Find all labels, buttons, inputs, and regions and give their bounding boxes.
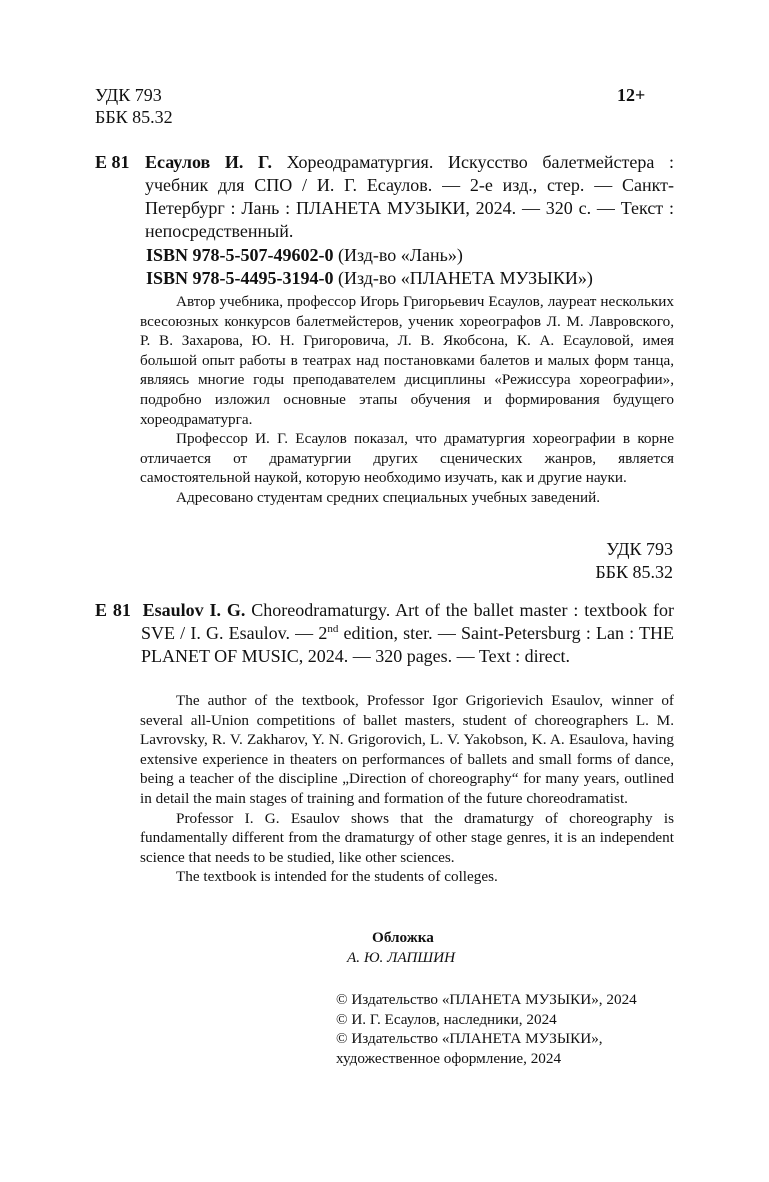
ru-record-author: Есаулов И. Г.: [145, 152, 272, 172]
cover-artist: А. Ю. ЛАПШИН: [347, 949, 456, 966]
en-record-desc-sup: nd: [327, 623, 339, 635]
copyright-line: © И. Г. Есаулов, наследники, 2024: [336, 1010, 557, 1028]
en-record-body: [95, 599, 674, 668]
isbn-publisher: (Изд-во «ПЛАНЕТА МУЗЫКИ»): [338, 268, 593, 288]
ru-abstract: [140, 292, 674, 508]
header-bbk: ББК 85.32: [95, 107, 173, 127]
ru-isbn-block: [146, 244, 676, 290]
header-udk: УДК 793: [95, 85, 162, 105]
ru-record-code: Е 81: [95, 152, 130, 172]
en-record-code: E 81: [95, 600, 131, 620]
cover-title: Обложка: [372, 929, 434, 946]
isbn-number: ISBN 978-5-4495-3194-0: [146, 268, 334, 288]
ru-classification: [595, 538, 673, 584]
copyright-line: художественное оформление, 2024: [336, 1049, 562, 1067]
ru-abstract-paragraph: Профессор И. Г. Есаулов показал, что драматургия хореографии в корне отличается от драматургии других сценических жанров, является самостоятельной наукой, которую необходимо изучать, как и другие науки.: [140, 430, 674, 487]
en-abstract: [140, 691, 674, 887]
copyright-block: [336, 990, 637, 1068]
copyright-line: © Издательство «ПЛАНЕТА МУЗЫКИ», 2024: [336, 991, 637, 1008]
ru-abstract-paragraph: Адресовано студентам средних специальных учебных заведений.: [176, 488, 601, 506]
en-abstract-paragraph: The author of the textbook, Professor Igor Grigorievich Esaulov, winner of several all-Union competitions of ballet masters, student of choreographers L. M. Lavrovsky, R. V. Zakharov, Y. N. Grigorovich, L. V. Yakobson, K. A. Esaulova, having extensive experience in theaters on performances of ballets and small forms of dance, being a teacher of the discipline „Direction of choreography“ for many years, outlined in detail the main stages of training and formation of the future choreodramatist.: [140, 692, 674, 807]
ru-isbn-1: [146, 244, 676, 267]
ru-bbk: ББК 85.32: [595, 562, 673, 582]
en-record-desc-1: Choreodramaturgy. Art of the ballet master : textbook for SVE / I. G. Esaulov. — 2: [141, 600, 675, 643]
en-record-author: Esaulov I. G.: [142, 600, 246, 620]
copyright-line: © Издательство «ПЛАНЕТА МУЗЫКИ»,: [336, 1030, 603, 1048]
en-record-desc-2: edition, ster. — Saint-Petersburg : Lan : THE PLANET OF MUSIC, 2024. — 320 pages. — Text : direct.: [141, 623, 674, 666]
isbn-number: ISBN 978-5-507-49602-0: [146, 245, 334, 265]
ru-udk: УДК 793: [606, 539, 673, 559]
ru-isbn-2: [146, 267, 676, 290]
ru-record-body: [145, 151, 675, 243]
ru-record-description: Хореодраматургия. Искусство балетмейстера : учебник для СПО / И. Г. Есаулов. — 2-е изд., стер. — Санкт-Петербург : Лань : ПЛАНЕТА МУЗЫКИ, 2024. — 320 с. — Текст : непосредственный.: [145, 152, 675, 241]
en-abstract-paragraph: The textbook is intended for the students of colleges.: [176, 868, 498, 886]
ru-abstract-paragraph: Автор учебника, профессор Игорь Григорьевич Есаулов, лауреат нескольких всесоюзных конкурсов балетмейстеров, ученик хореографов Л. М. Лавровского, Р. В. Захарова, Ю. Н. Григоровича, Л. В. Якобсона, К. А. Есауловой, имея большой опыт работы в театрах над постановками балетов и малых форм танца, являясь многие годы преподавателем дисциплины «Режиссура хореографии», подробно изложил основные этапы обучения и формирования будущего хореодраматурга.: [140, 293, 674, 428]
age-rating: 12+: [617, 85, 646, 105]
en-abstract-paragraph: Professor I. G. Esaulov shows that the dramaturgy of choreography is fundamentally different from the dramaturgy of other stage genres, it is an independent science that needs to be studied, like other sciences.: [140, 809, 674, 866]
isbn-publisher: (Изд-во «Лань»): [338, 245, 463, 265]
